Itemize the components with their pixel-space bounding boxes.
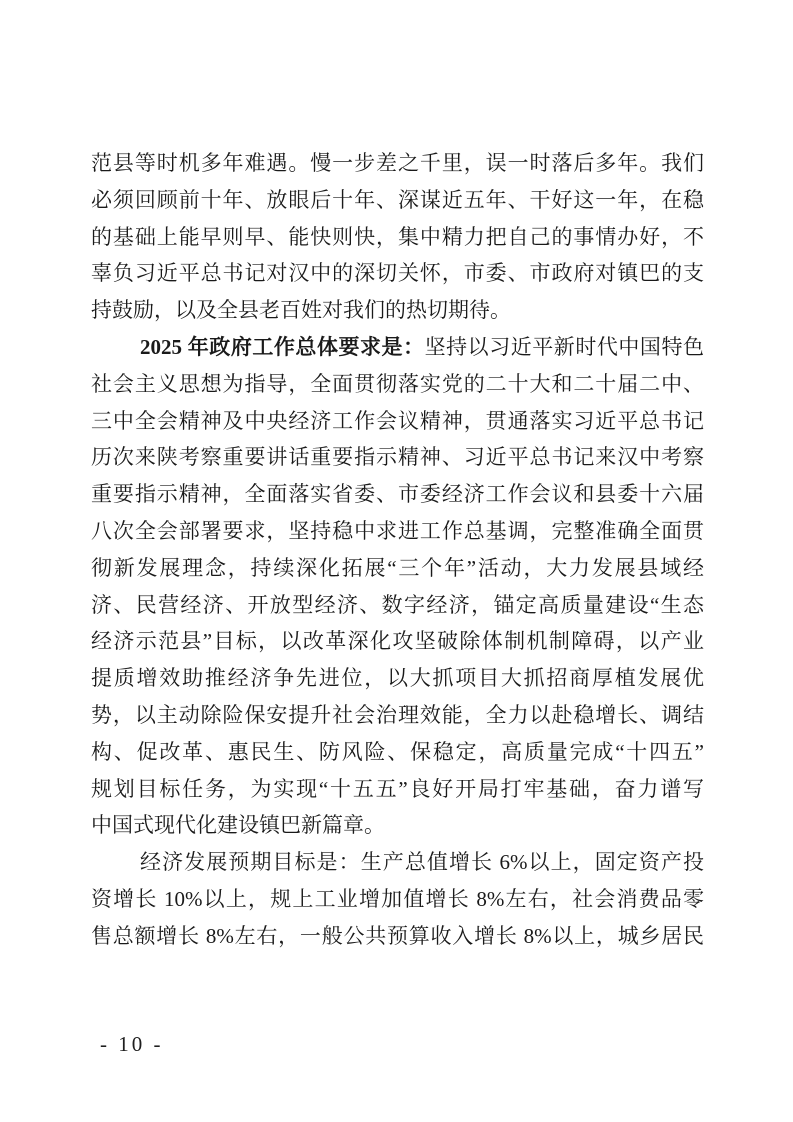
text-segment: 三中全会精神及中央经济工作会议精神，贯通落实习近平总书记 [91, 408, 704, 433]
text-line [91, 660, 704, 697]
text-line [91, 476, 704, 513]
text-segment: 社会主义思想为指导，全面贯彻落实党的二十大和二十届二中、 [91, 371, 704, 396]
text-segment: 八次全会部署要求，坚持稳中求进工作总基调，完整准确全面贯 [91, 518, 704, 543]
text-segment: 提质增效助推经济争先进位，以大抓项目大抓招商厚植发展优 [91, 666, 704, 691]
text-line [91, 439, 704, 476]
text-line [91, 329, 704, 366]
text-line [91, 881, 704, 918]
text-segment: 的基础上能早则早、能快则快，集中精力把自己的事情办好，不 [91, 224, 704, 249]
text-line [91, 587, 704, 624]
text-line [91, 292, 704, 329]
text-line [91, 366, 704, 403]
text-segment: 售总额增长 8%左右，一般公共预算收入增长 8%以上，城乡居民 [91, 923, 704, 948]
text-line [91, 623, 704, 660]
text-line [91, 697, 704, 734]
bold-text-segment: 2025 年政府工作总体要求是： [140, 334, 425, 359]
text-line [91, 550, 704, 587]
text-line [91, 182, 704, 219]
text-line [91, 403, 704, 440]
text-segment: 范县等时机多年难遇。慢一步差之千里，误一时落后多年。我们 [91, 151, 704, 175]
text-line [91, 771, 704, 808]
text-segment: 规划目标任务，为实现“十五五”良好开局打牢基础，奋力谱写 [91, 776, 704, 801]
text-segment: 济、民营经济、开放型经济、数字经济，锚定高质量建设“生态 [91, 592, 704, 617]
text-segment: 坚持以习近平新时代中国特色 [424, 334, 704, 359]
text-line [91, 844, 704, 881]
text-segment: 辜负习近平总书记对汉中的深切关怀，市委、市政府对镇巴的支 [91, 261, 704, 286]
document-body [91, 145, 704, 955]
text-segment: 重要指示精神，全面落实省委、市委经济工作会议和县委十六届 [91, 482, 704, 507]
text-segment: 持鼓励，以及全县老百姓对我们的热切期待。 [91, 298, 511, 323]
text-line [91, 513, 704, 550]
text-segment: 经济发展预期目标是：生产总值增长 6%以上，固定资产投 [140, 850, 704, 875]
page-number: - 10 - [100, 1032, 164, 1056]
text-segment: 构、促改革、惠民生、防风险、保稳定，高质量完成“十四五” [91, 739, 704, 764]
text-segment: 彻新发展理念，持续深化拓展“三个年”活动，大力发展县域经 [91, 555, 704, 580]
text-line [91, 145, 704, 182]
text-segment: 中国式现代化建设镇巴新篇章。 [91, 813, 385, 838]
text-segment: 历次来陕考察重要讲话重要指示精神、习近平总书记来汉中考察 [91, 445, 704, 470]
text-line [91, 734, 704, 771]
text-segment: 经济示范县”目标，以改革深化攻坚破除体制机制障碍，以产业 [91, 629, 704, 654]
text-line [91, 918, 704, 955]
text-line [91, 255, 704, 292]
text-segment: 资增长 10%以上，规上工业增加值增长 8%左右，社会消费品零 [91, 886, 704, 911]
text-line [91, 219, 704, 256]
text-line [91, 807, 704, 844]
text-segment: 势，以主动除险保安提升社会治理效能，全力以赴稳增长、调结 [91, 702, 704, 727]
text-segment: 必须回顾前十年、放眼后十年、深谋近五年、干好这一年，在稳 [91, 187, 704, 212]
